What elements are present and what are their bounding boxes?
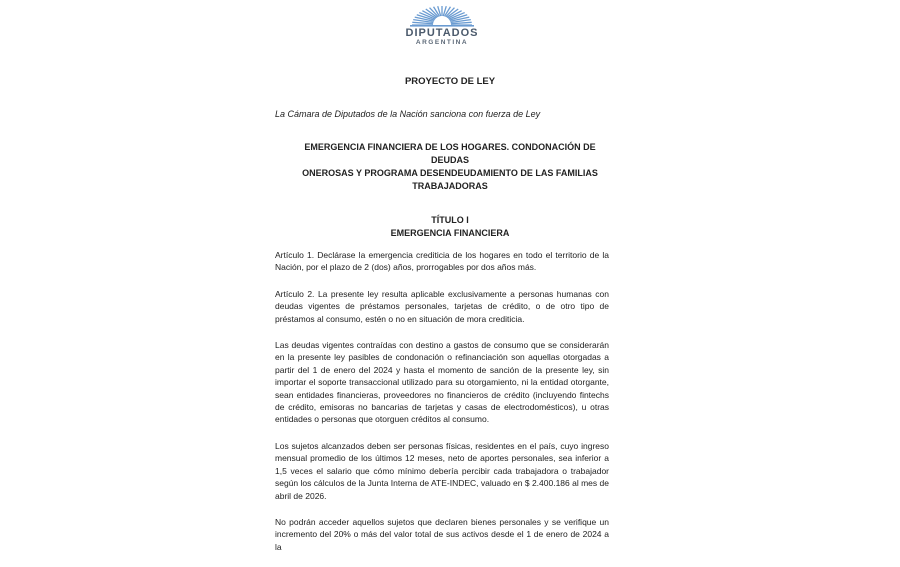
- section-number: TÍTULO I: [431, 215, 469, 225]
- section-heading: [0, 214, 900, 240]
- law-title-line: ONEROSAS Y PROGRAMA DESENDEUDAMIENTO DE LAS FAMILIAS: [302, 168, 598, 178]
- law-title: [290, 141, 610, 193]
- dome-emblem-icon: [404, 5, 480, 27]
- logo-name: DIPUTADOS: [405, 27, 479, 39]
- diputados-logo: [392, 5, 492, 47]
- section-name: EMERGENCIA FINANCIERA: [390, 228, 510, 238]
- document-body: [275, 249, 609, 567]
- law-title-line: TRABAJADORAS: [412, 181, 488, 191]
- document-heading: PROYECTO DE LEY: [404, 76, 496, 87]
- paragraph-exclusions: No podrán acceder aquellos sujetos que declaren bienes personales y se verifique un incremento del 20% o más del valor total de sus activos desde el 1 de enero de 2024 a la: [275, 516, 609, 552]
- enactment-clause: La Cámara de Diputados de la Nación sanciona con fuerza de Ley: [275, 109, 541, 119]
- law-title-line: EMERGENCIA FINANCIERA DE LOS HOGARES. CONDONACIÓN DE DEUDAS: [304, 142, 596, 165]
- logo-subtitle: ARGENTINA: [415, 39, 469, 46]
- article-2: Artículo 2. La presente ley resulta aplicable exclusivamente a personas humanas con deudas vigentes de préstamos personales, tarjetas de crédito, o de otro tipo de préstamos al consumo, estén o no en situación de mora crediticia.: [275, 288, 609, 324]
- article-1: Artículo 1. Declárase la emergencia crediticia de los hogares en todo el territorio de la Nación, por el plazo de 2 (dos) años, prorrogables por dos años más.: [275, 250, 609, 273]
- paragraph-consumer-debts: Las deudas vigentes contraídas con destino a gastos de consumo que se considerarán en la presente ley pasibles de condonación o refinanciación son aquellas otorgadas a partir del 1 de enero del 2024 y hasta el momento de sanción de la presente ley, sin importar el soporte transaccional utilizado para su otorgamiento, ni la entidad otorgante, sean entidades financieras, proveedores no financieros de crédito (incluyendo fintechs de crédito, emisoras no bancarias de tarjetas y casas de electrodomésticos), u otras entidades o personas que otorguen créditos al consumo.: [275, 340, 609, 425]
- paragraph-eligible-subjects: Los sujetos alcanzados deben ser personas físicas, residentes en el país, cuyo ingreso mensual promedio de los últimos 12 meses, neto de aportes personales, sea inferior a 1,5 veces el salario que cómo mínimo debería percibir cada trabajadora o trabajador según los cálculos de la Junta Interna de ATE-INDEC, valuado en $ 2.400.186 al mes de abril de 2026.: [275, 440, 609, 501]
